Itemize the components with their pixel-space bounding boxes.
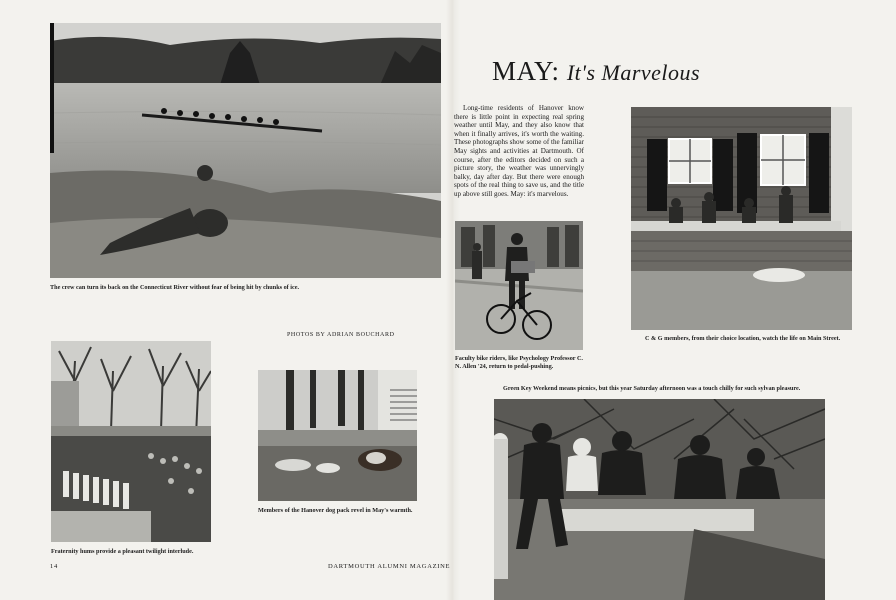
dogs-caption: Members of the Hanover dog pack revel in May's warmth. bbox=[258, 507, 413, 514]
hums-caption: Fraternity hums provide a pleasant twilight interlude. bbox=[51, 548, 194, 555]
page-number: 14 bbox=[50, 563, 58, 570]
main-street-caption: C & G members, from their choice location, watch the life on Main Street. bbox=[645, 335, 841, 342]
picnic-photo bbox=[494, 399, 825, 600]
crew-caption: The crew can turn its back on the Connecticut River without fear of being hit by chunks of ice. bbox=[50, 284, 300, 291]
main-street-photo bbox=[631, 107, 852, 330]
article-title bbox=[492, 56, 700, 87]
intro-paragraph: Long-time residents of Hanover know there is little point in expecting real spring weather until May, and they also know that when it finally arrives, it's worth the waiting. These photographs show some of the familiar May sights and activities at Dartmouth. Of course, after the editors decided on such a picture story, the weather was unnervingly balky, day after day. But there were enough spots of the real thing to save us, and the title up above still goes. May: it's marvelous. bbox=[454, 104, 584, 198]
dog-pack-photo bbox=[258, 370, 417, 501]
picnic-caption: Green Key Weekend means picnics, but this year Saturday afternoon was a touch chilly for such sylvan pleasure. bbox=[503, 385, 801, 392]
title-italic: It's Marvelous bbox=[566, 60, 701, 85]
fraternity-hums-photo bbox=[51, 341, 211, 542]
photo-credit: PHOTOS BY ADRIAN BOUCHARD bbox=[287, 332, 395, 338]
bike-photo bbox=[455, 221, 583, 350]
bike-caption: Faculty bike riders, like Psychology Professor C. N. Allen '24, return to pedal-pushing. bbox=[455, 355, 583, 370]
magazine-name: DARTMOUTH ALUMNI MAGAZINE bbox=[328, 563, 451, 570]
crew-photo bbox=[50, 23, 441, 278]
title-main: MAY: bbox=[492, 56, 560, 86]
